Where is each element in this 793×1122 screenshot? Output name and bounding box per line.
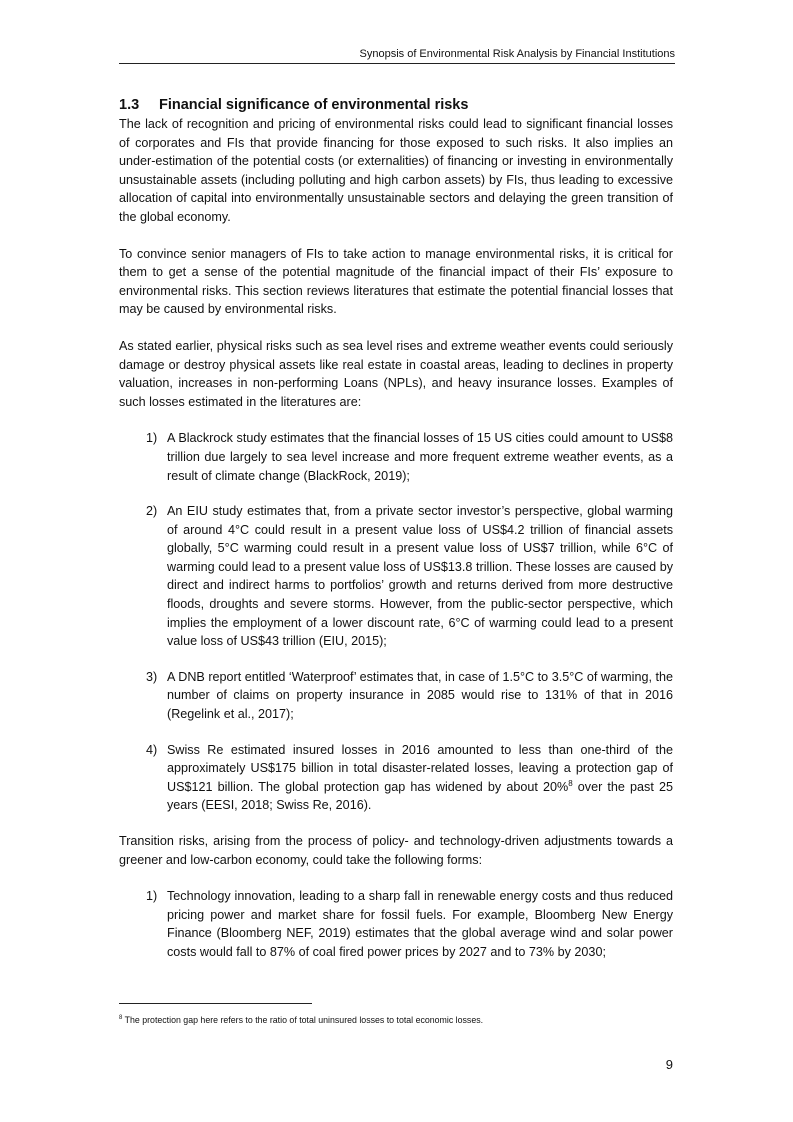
section-heading bbox=[119, 96, 673, 115]
list-item-number: 4) bbox=[146, 742, 158, 757]
page-number: 9 bbox=[665, 1057, 673, 1072]
running-header: Synopsis of Environmental Risk Analysis by Financial Institutions bbox=[359, 48, 675, 60]
physical-risk-list bbox=[119, 429, 673, 815]
transition-risk-list bbox=[119, 887, 673, 961]
footnote-reference[interactable]: 8 bbox=[568, 778, 573, 788]
header-divider bbox=[119, 63, 675, 64]
list-item-number: 1) bbox=[146, 889, 158, 904]
list-item-text: A DNB report entitled ‘Waterproof’ estimates that, in case of 1.5°C to 3.5°C of warming, the number of claims on property insurance in 2085 would rise to 131% of that in 2016 (Regelink et al., 2017); bbox=[167, 669, 673, 722]
list-item-text: Technology innovation, leading to a sharp fall in renewable energy costs and thus reduced pricing power and market share for fossil fuels. For example, Bloomberg New Energy Finance (Bloomberg NEF, 2019) estimates that the global average wind and solar power costs would fall to 87% of coal fired power prices by 2027 and to 73% by 2030; bbox=[167, 889, 673, 959]
list-item-text: An EIU study estimates that, from a private sector investor’s perspective, global warming of around 4°C could result in a present value loss of US$4.2 trillion of financial assets globally, 5°C warming could result in a present value loss of US$7 trillion, while 6°C of warming could lead to a present value loss of US$13.8 trillion. These losses are caused by direct and indirect harms to portfolios’ growth and returns derived from more destructive floods, droughts and severe storms. However, from the public-sector perspective, which implies the employment of a lower discount rate, 6°C of warming could lead to a present value loss of US$43 trillion (EIU, 2015); bbox=[167, 504, 673, 649]
footnote-marker: 8 bbox=[119, 1015, 123, 1022]
list-item-number: 1) bbox=[146, 431, 158, 446]
list-item bbox=[119, 668, 673, 724]
section-number: 1.3 bbox=[119, 97, 140, 113]
list-item-text-end: over the past 25 years (EESI, 2018; Swiss Re, 2016). bbox=[167, 779, 673, 813]
list-item-number: 2) bbox=[146, 504, 158, 519]
list-item bbox=[119, 887, 673, 961]
list-item-text: A Blackrock study estimates that the financial losses of 15 US cities could amount to US$8 trillion due largely to sea level increase and more frequent extreme weather events, as a result of climate change (BlackRock, 2019); bbox=[167, 431, 673, 483]
paragraph-intro: The lack of recognition and pricing of environmental risks could lead to significant financial losses of corporates and FIs that provide financing for those exposed to such risks. It also implies an under-estimation of the potential costs (or externalities) of financing or investing in environmentally unsustainable assets (including polluting and high carbon assets) by FIs, thus leading to excessive allocation of capital into environmentally unsustainable sectors and delaying the green transition of the global economy. bbox=[119, 117, 673, 224]
paragraph-physical-risks: As stated earlier, physical risks such as sea level rises and extreme weather events could seriously damage or destroy physical assets like real estate in coastal areas, leading to declines in property valuation, increases in non-performing Loans (NPLs), and heavy insurance losses. Examples of such losses estimated in the literatures are: bbox=[119, 338, 673, 409]
paragraph-motivation: To convince senior managers of FIs to take action to manage environmental risks, it is critical for them to get a sense of the potential magnitude of the financial impact of their FIs’ exposure to environmental risks. This section reviews literatures that estimate the potential financial losses that may be caused by environmental risks. bbox=[119, 246, 673, 317]
list-item bbox=[119, 741, 673, 815]
paragraph-transition-risks: Transition risks, arising from the process of policy- and technology-driven adjustments towards a greener and low-carbon economy, could take the following forms: bbox=[119, 834, 673, 867]
list-item bbox=[119, 502, 673, 651]
footnote-text: The protection gap here refers to the ratio of total uninsured losses to total economic losses. bbox=[122, 1015, 484, 1025]
section-title: Financial significance of environmental risks bbox=[159, 97, 469, 113]
footnote-divider bbox=[119, 1003, 312, 1004]
main-content bbox=[119, 96, 673, 979]
list-item-text-start: Swiss Re estimated insured losses in 2016 amounted to less than one-third of the approximately US$175 billion in total disaster-related losses, leaving a protection gap of US$121 billion. The global protection gap has widened by about 20% bbox=[167, 742, 673, 794]
list-item-number: 3) bbox=[146, 669, 158, 684]
list-item bbox=[119, 429, 673, 485]
footnote bbox=[119, 1015, 675, 1025]
